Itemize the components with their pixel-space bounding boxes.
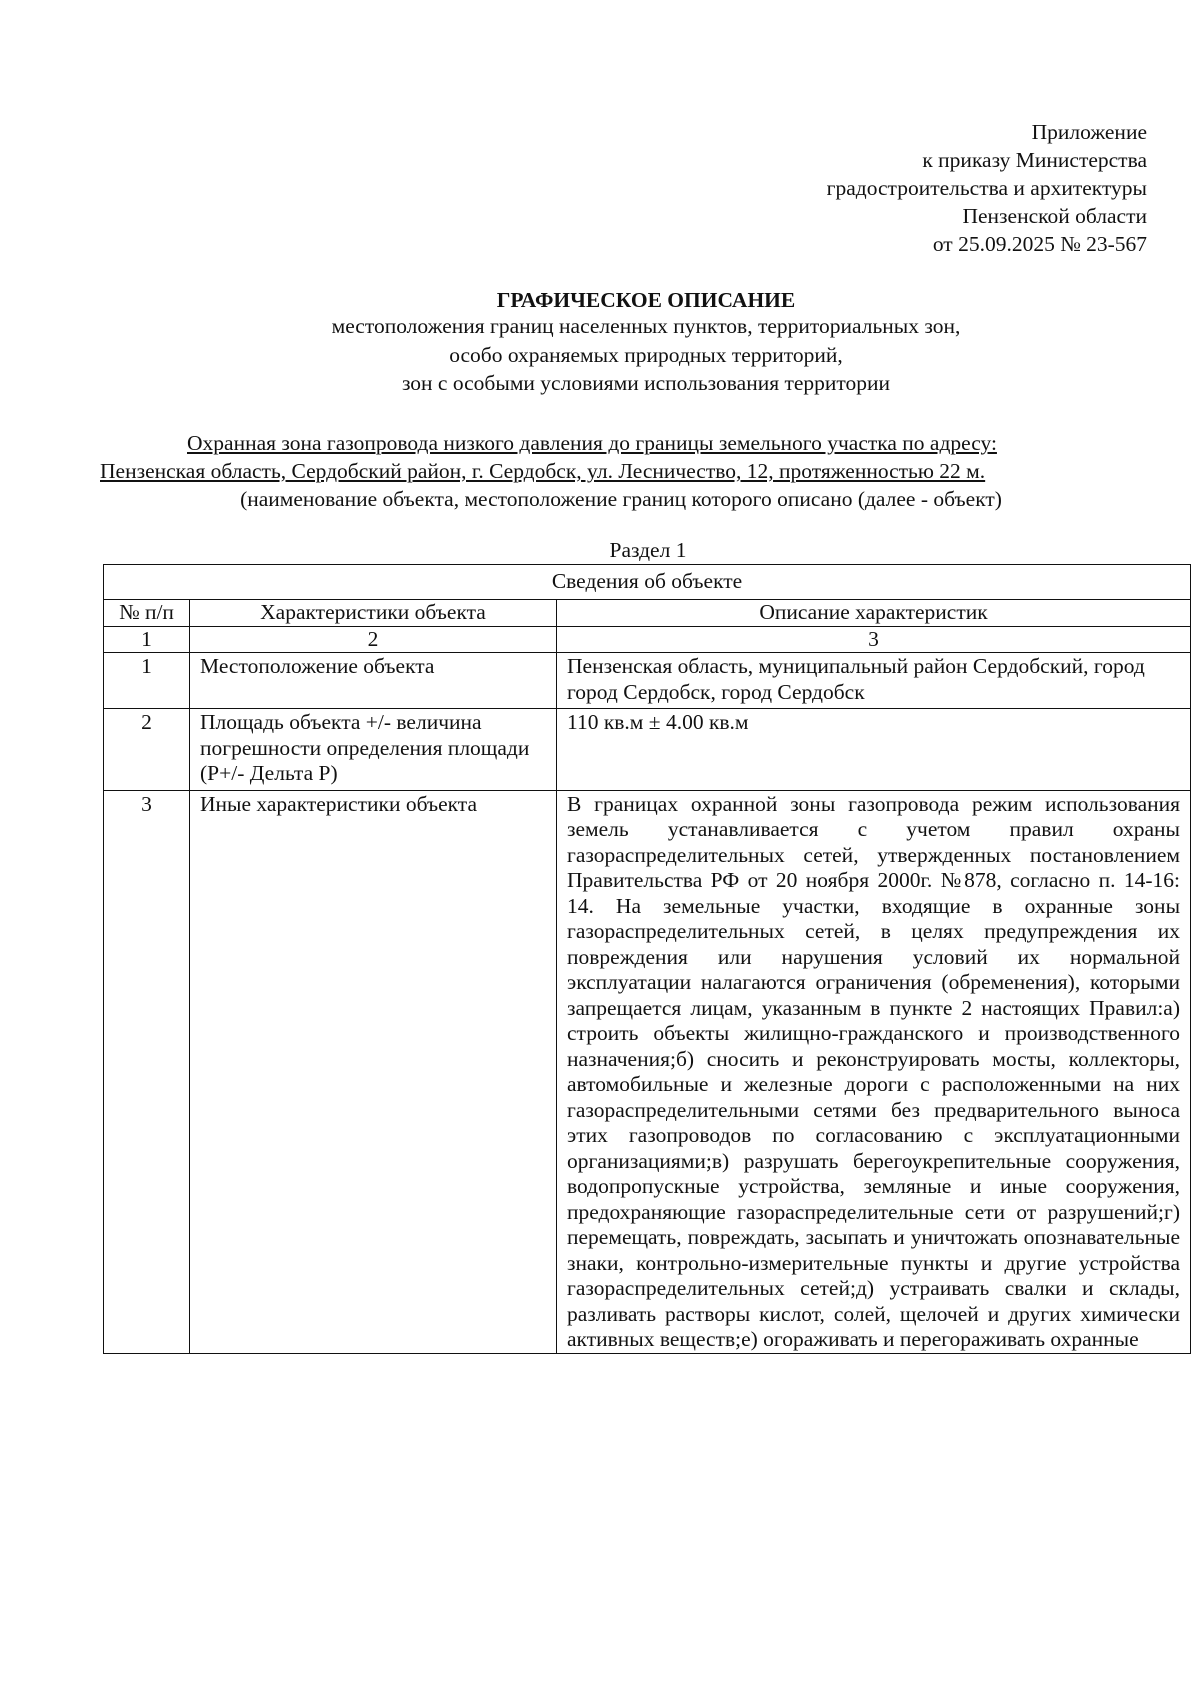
row-description: Пензенская область, муниципальный район Сердобский, город город Сердобск, город Сердобск [557, 653, 1191, 709]
column-number: 2 [190, 626, 557, 653]
document-subtitle [0, 312, 1200, 398]
approval-line: к приказу Министерства [922, 148, 1147, 172]
column-number: 1 [104, 626, 190, 653]
row-characteristic: Площадь объекта +/- величина погрешности определения площади (Р+/- Дельта Р) [190, 709, 557, 791]
subtitle-line: зон с особыми условиями использования территории [401, 371, 891, 395]
object-name-caption: (наименование объекта, местоположение границ которого описано (далее - объект) [240, 487, 1002, 511]
document-title: ГРАФИЧЕСКОЕ ОПИСАНИЕ [496, 288, 796, 312]
subtitle-line: местоположения границ населенных пунктов, территориальных зон, [331, 314, 961, 338]
row-description: В границах охранной зоны газопровода режим использования земель устанавливается с учетом правил охраны газораспределительных сетей, утвержденных постановлением Правительства РФ от 20 ноября 2000г. №878, согласно п. 14-16: 14. На земельные участки, входящие в охранные зоны газораспределительных сетей, в целях предупреждения их повреждения или нарушения условий их нормальной эксплуатации налагаются ограничения (обременения), которыми запрещается лицам, указанным в пункте 2 настоящих Правил:а) строить объекты жилищно-гражданского и производственного назначения;б) сносить и реконструировать мосты, коллекторы, автомобильные и железные дороги с расположенными на них газораспределительными сетями без предварительного выноса этих газопроводов по согласованию с эксплуатационными организациями;в) разрушать берегоукрепительные сооружения, водопропускные устройства, земляные и иные сооружения, предохраняющие газораспределительные сети от разрушений;г) перемещать, повреждать, засыпать и уничтожать опознавательные знаки, контрольно-измерительные пункты и другие устройства газораспределительных сетей;д) устраивать свалки и склады, разливать растворы кислот, солей, щелочей и других химически активных веществ;е) огораживать и перегораживать охранные [557, 790, 1191, 1353]
header-description: Описание характеристик [557, 600, 1191, 627]
object-name [100, 429, 1200, 485]
row-number: 3 [104, 790, 190, 1353]
approval-block [827, 118, 1147, 258]
table-header-row [104, 600, 1191, 627]
table-title: Сведения об объекте [104, 565, 1191, 600]
table-row [104, 653, 1191, 709]
table-title-row [104, 565, 1191, 600]
approval-line: Приложение [1031, 120, 1147, 144]
approval-date-number: от 25.09.2025 № 23-567 [932, 232, 1147, 256]
table-row [104, 709, 1191, 791]
column-number: 3 [557, 626, 1191, 653]
approval-line: градостроительства и архитектуры [826, 176, 1147, 200]
approval-line: Пензенской области [962, 204, 1147, 228]
row-number: 2 [104, 709, 190, 791]
row-characteristic: Местоположение объекта [190, 653, 557, 709]
object-name-line: Охранная зона газопровода низкого давления до границы земельного участка по адресу: [187, 431, 997, 455]
object-info-table [103, 564, 1191, 1354]
subtitle-line: особо охраняемых природных территорий, [449, 342, 843, 367]
section-label: Раздел 1 [609, 538, 687, 562]
object-name-line: Пензенская область, Сердобский район, г. Сердобск, ул. Лесничество, 12, протяженностью 22 м. [100, 459, 986, 483]
row-number: 1 [104, 653, 190, 709]
header-number: № п/п [104, 600, 190, 627]
row-characteristic: Иные характеристики объекта [190, 790, 557, 1353]
column-number-row [104, 626, 1191, 653]
row-description: 110 кв.м ± 4.00 кв.м [557, 709, 1191, 791]
table-row [104, 790, 1191, 1353]
header-characteristic: Характеристики объекта [190, 600, 557, 627]
